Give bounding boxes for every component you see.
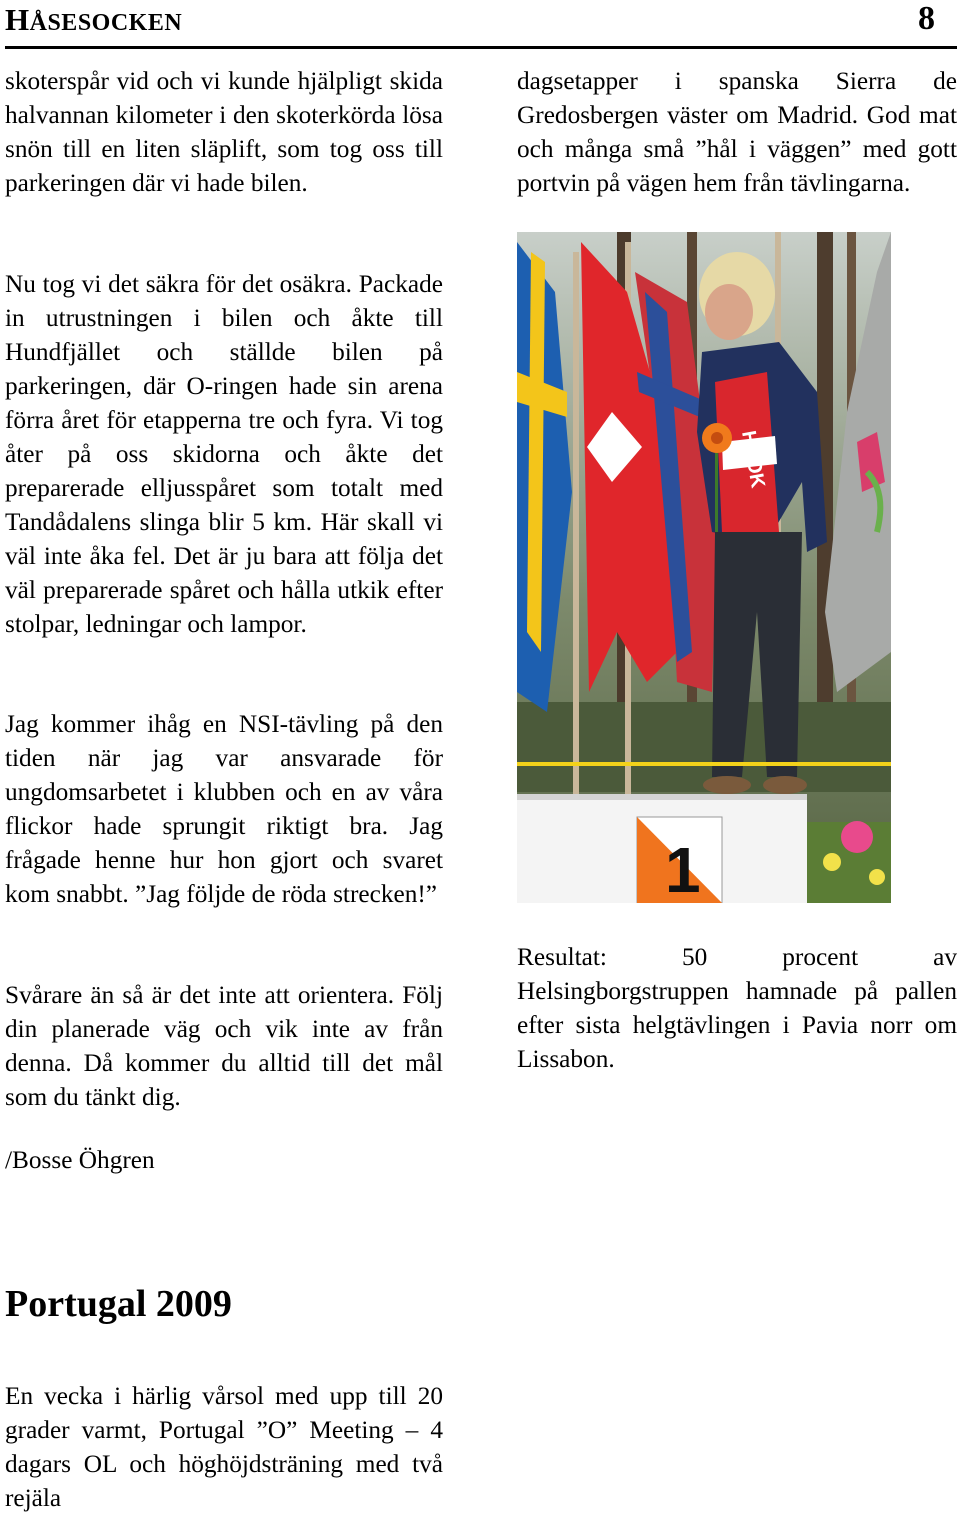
- podium-number: 1: [665, 834, 701, 903]
- section-heading: Portugal 2009: [5, 1283, 232, 1325]
- left-column-4: [5, 978, 443, 1114]
- person-shoe: [703, 776, 751, 794]
- podium-photo: [517, 232, 891, 903]
- flower-stem: [715, 442, 718, 532]
- person-face: [705, 284, 753, 340]
- podium-edge: [517, 794, 807, 800]
- photo-caption: Resultat: 50 procent av Helsingborgstruppen hamnade på pallen efter sista helgtävlingen i Pavia norr om Lissabon.: [517, 943, 957, 1073]
- left-column-2: [5, 267, 443, 641]
- yellow-flower: [823, 853, 841, 871]
- page-header: [5, 0, 957, 49]
- jacket-lettering: HSOK: [737, 429, 769, 490]
- podium-photo-illustration: [517, 232, 891, 903]
- paragraph-hundfjallet: Nu tog vi det säkra för det osäkra. Packade in utrustningen i bilen och åkte till Hundfjället och ställde bilen på parkeringen, där O-ringen hade sin arena förra året för etapperna tre och fyra. Vi tog åter på oss skidorna och åkte det preparerade elljusspåret som totalt med Tandådalens slinga blir 5 km. Här skall vi väl inte åka fel. Det är ju bara att följa det väl preparerade spåret och hålla utkik efter stolpar, ledningar och lampor.: [5, 270, 443, 638]
- portugal-column: [5, 1379, 443, 1515]
- page-number: 8: [918, 0, 935, 37]
- author-signature: /Bosse Öhgren: [5, 1146, 155, 1174]
- person-shoe: [763, 776, 807, 794]
- orange-flower-center: [711, 432, 723, 444]
- newsletter-title: HÅSESOCKEN: [5, 2, 183, 37]
- flag-pole: [573, 252, 579, 812]
- paragraph-nsi-tavling: Jag kommer ihåg en NSI-tävling på den tiden när jag var ansvarade för ungdomsarbetet i klubben och en av våra flickor hade sprungit riktigt bra. Jag frågade henne hur hon gjort och svaret kom snabbt. ”Jag följde de röda strecken!”: [5, 710, 443, 908]
- paragraph-orientera: Svårare än så är det inte att orientera. Följ din planerade väg och vik inte av från denna. Då kommer du alltid till det mål som du tänkt dig.: [5, 981, 443, 1111]
- yellow-tape: [517, 762, 891, 766]
- photo-caption-block: [517, 940, 957, 1076]
- paragraph-sierra-de-gredos: dagsetapper i spanska Sierra de Gredosbergen väster om Madrid. God mat och många små ”hål i väggen” med gott portvin på vägen hem från tävlingarna.: [517, 67, 957, 197]
- paragraph-skoterspar: skoterspår vid och vi kunde hjälpligt skida halvannan kilometer i den skoterkörda lösa snön till en liten släplift, som tog oss till parkeringen där vi hade bilen.: [5, 67, 443, 197]
- left-column-3: [5, 707, 443, 911]
- paragraph-portugal: En vecka i härlig vårsol med upp till 20 grader varmt, Portugal ”O” Meeting – 4 dagars OL och höghöjdsträning med två rejäla: [5, 1382, 443, 1512]
- right-column: [517, 64, 957, 200]
- pink-flower: [841, 821, 873, 853]
- left-column: [5, 64, 443, 200]
- yellow-flower: [869, 869, 885, 885]
